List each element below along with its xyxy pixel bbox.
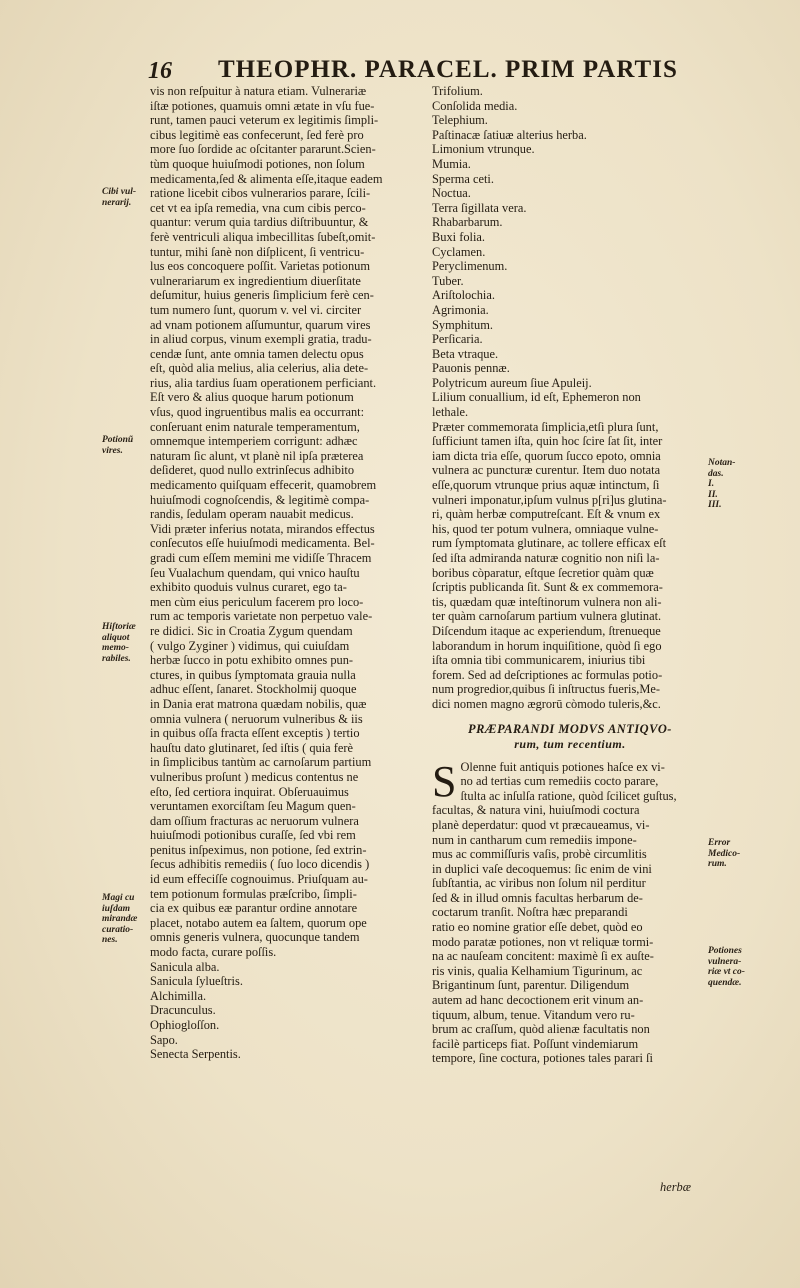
page-header: [148, 54, 678, 88]
text-line: eſt, quòd alia melius, alia celerius, alia dete-: [150, 361, 369, 376]
list-item: Symphitum.: [432, 317, 493, 332]
margin-note-historiae: Hiſtoriæ aliquot memo- rabiles.: [102, 622, 136, 664]
text-line: ris vinis, qualia Kelhamium Tigurinum, ac: [432, 963, 643, 978]
text-line: huiuſmodi potionibus curaſſe, ſed vbi rem: [150, 828, 356, 843]
text-line: omnia vulnera ( neruorum vulneribus & iis: [150, 711, 363, 726]
text-line: in Dania erat matrona quædam nobilis, quæ: [150, 696, 367, 711]
text-line: ſecus adhibitis remediis ( ſuo loco dicendis ): [150, 857, 370, 872]
text-line: his, quod ter potum vulnera, omniaque vulne-: [432, 521, 659, 536]
text-line: ſeu Vualachum quendam, qui vnico hauſtu: [150, 565, 360, 580]
text-line: brum ac craſſum, quòd alienæ facultatis non: [432, 1022, 650, 1037]
text-line: medicamenta,ſed & alimenta eſſe,itaque eadem: [150, 171, 383, 186]
text-line: laborandum in horum inquiſitione, quòd ſi ego: [432, 638, 662, 653]
text-line: gradi cum eſſem memini me vidiſſe Thracem: [150, 551, 372, 565]
margin-note-error: Error Medico- rum.: [708, 838, 741, 869]
text-line: ad vnam potionem aſſumuntur, quarum vires: [150, 317, 371, 332]
text-line: ter quàm carnoſarum partium vulnera glutinat.: [432, 609, 662, 624]
text-line: rum ſymptomata glutinare, ac tollere efficax eſt: [432, 536, 667, 551]
left-column-list: [150, 960, 424, 1062]
text-line: dici nomen magno ægrorū còmodo tuleris,&c.: [432, 696, 661, 711]
list-item: Telephium.: [432, 113, 488, 128]
text-line: tiquum, album, tenue. Vitandum vero ru-: [432, 1007, 635, 1022]
text-line: veruntamen exorciſtam ſeu Magum quen-: [150, 799, 356, 814]
text-line: vulneribus proſunt ) medicus contentus ne: [150, 769, 359, 784]
text-line: autem ad hanc decoctionem erit vinum an-: [432, 993, 644, 1008]
text-line: cia ex quibus eæ parantur ordine annotare: [150, 901, 358, 916]
text-line: exhibito quoduis vulnus curaret, ego ta-: [150, 580, 347, 595]
text-line: na ac nauſeam concitent: maximè ſi ex auſte-: [432, 949, 654, 964]
text-line: id eum effeciſſe cognouimus. Priuſquam au-: [150, 872, 368, 887]
text-line: Diſcendum itaque ac experiendum, ſtrenueque: [432, 623, 661, 638]
text-line: vulnerariarum ex ingredientium diuerſitate: [150, 273, 361, 288]
text-line: tempore, ſine coctura, potiones tales parari ſi: [432, 1051, 653, 1066]
text-line: conſeruant enim naturale temperamentum,: [150, 419, 360, 434]
catchword: herbæ: [660, 1180, 691, 1194]
list-item: Buxi folia.: [432, 229, 485, 244]
list-item: Terra ſigillata vera.: [432, 200, 527, 215]
text-line: huiuſmodi cognoſcendis, & legitimè compa-: [150, 492, 370, 507]
text-line: in duplici vaſe decoquemus: ſic enim de vini: [432, 861, 652, 876]
text-line: medicamento quiſquam effecerit, quamobrem: [150, 478, 377, 493]
text-line: num in cantharum cum remediis impone-: [432, 832, 637, 847]
list-item: Agrimonia.: [432, 302, 489, 317]
text-line: tis, quædam quæ inteſtinorum vulnera non ali-: [432, 594, 662, 609]
right-column: [432, 84, 708, 1066]
text-line: forem. Sed ad deſcriptiones ac formulas potio-: [432, 667, 663, 682]
text-line: randis, ſedulam operam nauabit medicus.: [150, 507, 354, 522]
text-line: adhuc eſſent, ſanaret. Stockholmij quoque: [150, 682, 357, 697]
list-item: Ophiogloſſon.: [150, 1018, 220, 1032]
text-line: eſto, ſed certiora inquirat. Obſeruauimus: [150, 784, 349, 799]
list-item: lethale.: [432, 405, 469, 420]
right-column-list: [432, 84, 708, 420]
text-line: cendæ ſunt, ante omnia tamen delectu opus: [150, 346, 364, 361]
text-line: re didici. Sic in Croatia Zygum quendam: [150, 623, 353, 638]
text-line: ſufficiunt tamen iſta, quin hoc ſcire ſat ſit, inter: [432, 434, 663, 449]
margin-note-notandas: Notan- das. I. II. III.: [708, 458, 736, 510]
text-line: vſus, quod ingruentibus malis ea occurrant:: [150, 405, 365, 420]
text-line: runt, tamen pauci veterum ex legitimis ſimpli-: [150, 113, 379, 128]
text-line: facilè particeps fiat. Poſſunt vindemiarum: [432, 1036, 639, 1051]
list-item: Trifolium.: [432, 84, 483, 98]
text-line: men cùm eius periculum facerem pro loco-: [150, 594, 364, 609]
text-line: conſecutos eſſe huiuſmodi medicamenta. Bel-: [150, 536, 375, 551]
text-line: naturam ſic alunt, vt planè nil ipſa præterea: [150, 448, 364, 463]
text-line: ratione licebit cibos vulnerarios parare, ſcili-: [150, 186, 371, 201]
text-line: planè deperdatur: quod vt præcaueamus, vi-: [432, 817, 650, 832]
text-line: Eſt vero & alius quoque harum potionum: [150, 390, 354, 405]
text-line: deſumitur, huius generis ſimplicium ferè cen-: [150, 288, 374, 303]
margin-note-potionum: Potionũ vires.: [102, 435, 134, 456]
list-item: Sanicula alba.: [150, 959, 220, 974]
text-line: vulnera ac puncturæ curentur. Item duo notata: [432, 463, 661, 478]
text-line: facultas, & natura vini, huiuſmodi coctura: [432, 803, 640, 818]
section-heading: PRÆPARANDI MODVS ANTIQVO-: [468, 721, 672, 736]
text-line: boribus còparatur, eſtque ſecretior quàm quæ: [432, 565, 654, 580]
text-line: penitus inſpeximus, non potione, ſed extrin-: [150, 842, 367, 857]
list-item: Rhabarbarum.: [432, 215, 503, 230]
text-line: quantur: verum quia tardius diſtribuuntur, &: [150, 215, 369, 230]
text-line: cibus legitimè eas confecerunt, ſed ferè pro: [150, 127, 364, 142]
text-line: omnemque intemperiem corrigunt: adhæc: [150, 434, 358, 449]
margin-note-cibi: Cibi vul- nerarij.: [102, 187, 137, 208]
margin-note-magi: Magi cu iuſdam mirandæ curatio- nes.: [102, 893, 138, 945]
text-line: Præter commemorata ſimplicia,etſi plura ſunt,: [432, 419, 659, 434]
list-item: Peryclimenum.: [432, 259, 508, 274]
text-line: deſideret, quod nullo extrinſecus adhibito: [150, 463, 355, 478]
list-item: Limonium vtrunque.: [432, 142, 535, 157]
text-line: in quibus oſſa fracta eſſent exceptis ) tertio: [150, 726, 360, 741]
text-line: num progredior,quibus ſi inſtructus fueris,Me-: [432, 682, 661, 697]
text-line: ſtulta ac inſulſa ratione, quòd ſcilicet guſtus,: [460, 788, 677, 803]
text-line: omnis generis vulnera, quocunque tandem: [150, 930, 360, 945]
list-item: Sanicula ſylueſtris.: [150, 974, 243, 989]
list-item: Senecta Serpentis.: [150, 1047, 241, 1062]
text-line: Vidi præter inferius notata, mirandos effectus: [150, 521, 375, 536]
text-line: ſubſtantia, ac viribus non ſolum nil perditur: [432, 876, 646, 891]
list-item: Sapo.: [150, 1032, 178, 1047]
running-head: THEOPHR. PARACEL. PRIM PARTIS: [218, 56, 678, 83]
list-item: Polytricum aureum ſiue Apuleij.: [432, 375, 592, 390]
text-line: eſſe,quorum vtrunque prius aquæ intinctum, ſi: [432, 478, 660, 493]
list-item: Ariſtolochia.: [432, 288, 495, 303]
text-line: no ad tertias cum remediis cocto parare,: [460, 774, 659, 789]
text-line: tum numero ſunt, quorum v. vel vi. circiter: [150, 302, 362, 317]
text-line: Brigantinum ſunt, parentur. Diligendum: [432, 978, 630, 993]
text-line: coctarum tranſit. Noſtra hæc preparandi: [432, 905, 628, 920]
left-column: [150, 84, 424, 1062]
drop-cap: S: [432, 756, 457, 806]
text-line: ratio eo nomine gratior eſſe debet, quòd eo: [432, 920, 643, 935]
text-line: dam oſſium fracturas ac neruorum vulnera: [150, 813, 359, 828]
list-item: Perſicaria.: [432, 332, 483, 347]
text-line: ri, quàm herbæ computreſcant. Eſt & vnum ex: [432, 507, 661, 522]
text-line: ſed & in illud omnis facultas herbarum de-: [432, 890, 643, 905]
text-line: ( vulgo Zyginer ) vidimus, qui cuiuſdam: [150, 638, 350, 653]
text-line: cet vt ea ipſa remedia, vna cum cibis perco-: [150, 200, 366, 215]
text-line: ferè ventriculi aliqua imbecillitas ſubeſt,omit-: [150, 229, 376, 244]
list-item: Sperma ceti.: [432, 171, 494, 186]
text-line: tem potionum formulas præſcribo, ſimpli-: [150, 886, 357, 901]
text-line: vis non reſpuitur à natura etiam. Vulnerariæ: [150, 84, 367, 98]
list-item: Beta vtraque.: [432, 346, 499, 361]
text-line: tuntur, mihi ſanè non diſplicent, ſi ventricu-: [150, 244, 365, 259]
text-line: iſta omnia tibi communicarem, iniurius tibi: [432, 653, 646, 668]
text-line: ſed iſta admiranda naturæ cognitio non niſi la-: [432, 551, 660, 565]
list-item: Alchimilla.: [150, 988, 207, 1003]
right-column-text: [432, 420, 708, 712]
text-line: iam dicta tria eſſe, quorum ſucco epoto, omnia: [432, 448, 661, 463]
text-line: herbæ ſucco in potu exhibito omnes pun-: [150, 653, 354, 668]
list-item: Paſtinacæ ſatiuæ alterius herba.: [432, 127, 587, 142]
text-line: rius, alia tardius ſuam operationem perficiant.: [150, 375, 377, 390]
text-line: more ſuo ſordide ac oſcitanter pararunt.Scien-: [150, 142, 376, 157]
text-line: iſtæ potiones, quamuis omni ætate in vſu fue-: [150, 98, 375, 113]
text-line: in ſimplicibus tantùm ac carnoſarum partium: [150, 755, 372, 770]
text-line: placet, notabo autem ea ſaltem, quorum ope: [150, 915, 367, 930]
list-item: Noctua.: [432, 186, 471, 201]
text-line: modo facta, curare poſſis.: [150, 945, 277, 960]
text-line: ſcriptis publicanda ſit. Sunt & ex commemora-: [432, 580, 663, 595]
list-item: Pauonis pennæ.: [432, 361, 510, 376]
section-text: [432, 756, 708, 1066]
section-subheading: rum, tum recentium.: [514, 736, 626, 751]
list-item: Conſolida media.: [432, 98, 518, 113]
text-line: modo paratæ potiones, non vt reliquæ tormi-: [432, 934, 654, 949]
text-line: rum ac temporis varietate non perpetuo vale-: [150, 609, 373, 624]
page-number: 16: [148, 58, 172, 84]
left-column-text: [150, 84, 424, 960]
text-line: Olenne fuit antiquis potiones haſce ex vi-: [460, 759, 665, 774]
text-line: mus ac commiſſuris vaſis, probè circumlitis: [432, 847, 647, 862]
list-item: Cyclamen.: [432, 244, 486, 259]
text-line: ctures, in quibus ſymptomata grauia nulla: [150, 667, 356, 682]
list-item: Tuber.: [432, 273, 464, 288]
list-item: Lilium conuallium, id eſt, Ephemeron non: [432, 390, 641, 405]
text-line: lus eos concoquere poſſit. Varietas potionum: [150, 259, 371, 274]
text-line: tùm quoque huiuſmodi potiones, non ſolum: [150, 156, 365, 171]
text-line: hauſtu dato glutinaret, ſed iſtis ( quia ferè: [150, 740, 354, 755]
margin-note-potiones-vulnerariae: Potiones vulnera- riæ vt co- quendæ.: [708, 946, 745, 988]
list-item: Mumia.: [432, 156, 471, 171]
list-item: Dracunculus.: [150, 1003, 216, 1018]
text-line: in aliud corpus, vinum exempli gratia, tradu-: [150, 332, 372, 347]
text-line: vulneri imponatur,ipſum vulnus p[ri]us glutina-: [432, 492, 667, 507]
